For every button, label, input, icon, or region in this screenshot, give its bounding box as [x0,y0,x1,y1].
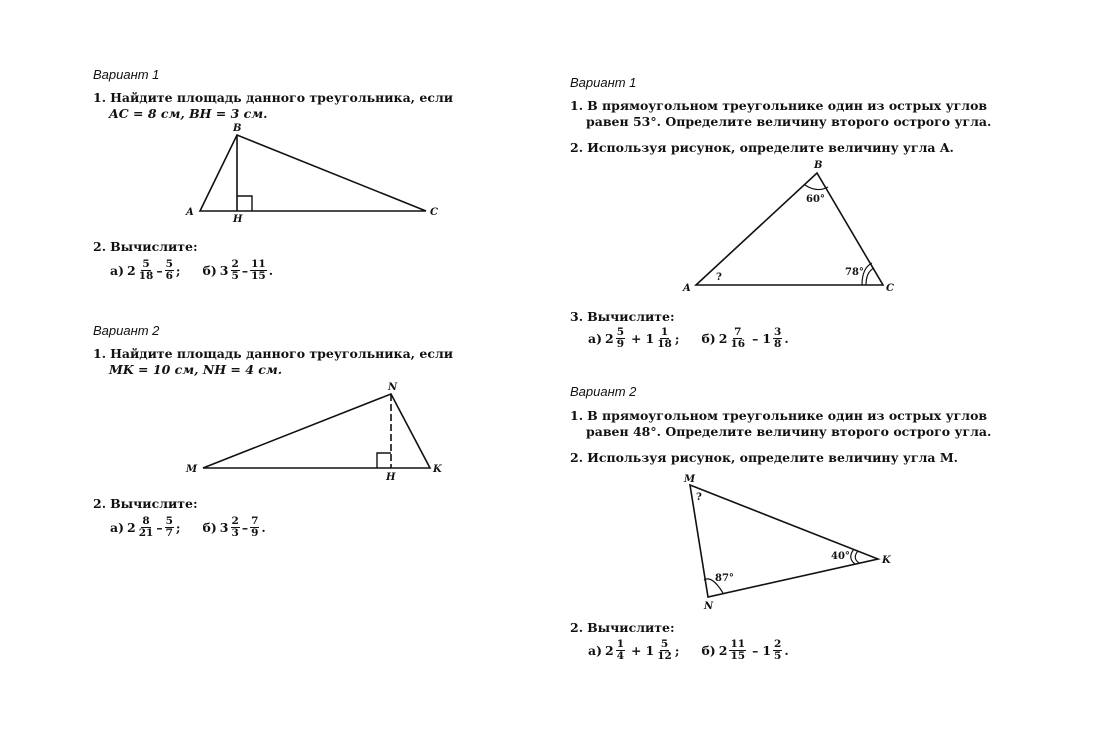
separator: ; [674,643,680,658]
whole-part: 2 [127,520,136,535]
operator: – [156,520,163,535]
calc-label-b: б) [202,263,217,278]
task-text: Найдите площадь данного треугольника, если [110,346,454,361]
numerator: 3 [774,326,782,338]
numerator: 5 [660,638,669,650]
vertex-label-h: H [233,214,243,225]
task-text: Используя рисунок, определите величину угла A. [587,140,954,155]
fraction [616,639,625,662]
right-v2-heading: Вариант 2 [570,384,637,399]
whole-part: 2 [127,263,136,278]
separator: . [261,520,266,535]
whole-part: 2 [605,643,614,658]
task-text: В прямоугольном треугольнике один из острых углов [587,98,988,113]
right-v1-heading: Вариант 1 [570,75,637,90]
numerator: 2 [231,258,239,270]
denominator: 12 [657,650,672,662]
denominator: 5 [774,650,782,662]
separator: ; [175,520,181,535]
angle-label-a: ? [716,272,722,283]
numerator: 11 [730,638,746,650]
denominator: 9 [616,338,625,350]
left-v1-heading: Вариант 1 [93,67,160,82]
denominator: 21 [138,527,154,539]
whole-part: 2 [605,331,614,346]
vertex-label-n: N [704,601,714,612]
fraction [773,639,782,662]
denominator: 9 [251,527,259,539]
whole-part: 1 [762,643,772,658]
whole-part: 3 [219,263,229,278]
vertex-label-b: B [233,123,242,134]
calc-label-b: б) [701,643,716,658]
vertex-label-c: C [886,283,894,294]
whole-part: 1 [645,643,655,658]
numerator: 8 [142,515,150,527]
separator: ; [175,263,181,278]
task-number: 2. [570,140,584,155]
whole-part: 2 [718,643,728,658]
calc-label-a: а) [588,643,603,658]
left-v2-heading: Вариант 2 [93,323,160,338]
right-v2-calc [588,639,789,662]
calc-label-b: б) [701,331,716,346]
operator: – [752,643,759,658]
denominator: 3 [231,527,239,539]
vertex-label-a: A [683,283,691,294]
angle-label-n: 87° [715,573,734,584]
separator: . [784,331,789,346]
vertex-label-c: C [430,207,438,218]
task-text: Вычислите: [110,239,198,254]
separator: . [268,263,274,278]
vertex-label-b: B [814,160,823,171]
numerator: 5 [165,515,173,527]
denominator: 6 [165,270,173,282]
numerator: 2 [231,515,239,527]
task-number: 1. [570,408,584,423]
task-text-line2: равен 48°. Определите величину второго острого угла. [586,424,992,439]
calc-label-a: а) [110,263,125,278]
operator: – [156,263,163,278]
task-text-line2: MK = 10 см, NH = 4 см. [109,362,283,377]
denominator: 15 [730,650,746,662]
operator: – [752,331,759,346]
angle-arc-k-2 [851,549,855,564]
calc-label-a: а) [110,520,125,535]
numerator: 7 [251,515,259,527]
task-number: 2. [570,620,584,635]
vertex-label-m: M [186,464,198,475]
task-text: Используя рисунок, определите величину угла M. [587,450,959,465]
denominator: 7 [165,527,173,539]
denominator: 16 [730,338,746,350]
numerator: 11 [251,258,266,270]
vertex-label-m: M [684,474,696,485]
calc-label-b: б) [202,520,217,535]
right-v2-task3-title [570,620,675,636]
whole-part: 1 [762,331,772,346]
numerator: 5 [165,258,173,270]
fraction [656,639,673,662]
separator: . [784,643,789,658]
numerator: 7 [734,326,742,338]
operator: – [241,263,249,278]
vertex-label-k: K [882,555,891,566]
fraction [729,639,746,662]
denominator: 5 [231,270,239,282]
operator: + [631,643,642,658]
angle-label-b: 60° [806,194,825,205]
task-text: В прямоугольном треугольнике один из острых углов [587,408,988,423]
vertex-label-n: N [388,382,398,393]
operator: + [631,331,642,346]
task-number: 1. [93,346,107,361]
angle-label-c: 78° [845,267,864,278]
separator: ; [674,331,680,346]
numerator: 5 [142,258,150,270]
operator: – [241,520,249,535]
task-number: 1. [93,90,107,105]
denominator: 8 [774,338,782,350]
task-number: 1. [570,98,584,113]
calc-label-a: а) [588,331,603,346]
task-number: 2. [93,239,107,254]
numerator: 1 [660,326,669,338]
whole-part: 3 [219,520,229,535]
task-text: Найдите площадь данного треугольника, если [110,90,454,105]
angle-label-k: 40° [831,551,850,562]
vertex-label-k: K [433,464,442,475]
task-text-line2: AC = 8 см, BH = 3 см. [109,106,268,121]
task-number: 2. [93,496,107,511]
angle-label-m: ? [696,492,702,503]
whole-part: 1 [645,331,655,346]
task-number: 3. [570,309,584,324]
task-text: Вычислите: [587,309,675,324]
task-text: Вычислите: [110,496,198,511]
task-text-line2: равен 53°. Определите величину второго острого угла. [586,114,992,129]
vertex-label-a: A [186,207,194,218]
whole-part: 2 [718,331,728,346]
vertex-label-h: H [386,472,396,483]
numerator: 1 [616,638,625,650]
denominator: 18 [657,338,672,350]
numerator: 5 [616,326,625,338]
angle-arc-k-1 [855,551,859,563]
denominator: 4 [616,650,625,662]
denominator: 18 [138,270,154,282]
denominator: 15 [251,270,266,282]
numerator: 2 [774,638,782,650]
task-text: Вычислите: [587,620,675,635]
task-number: 2. [570,450,584,465]
